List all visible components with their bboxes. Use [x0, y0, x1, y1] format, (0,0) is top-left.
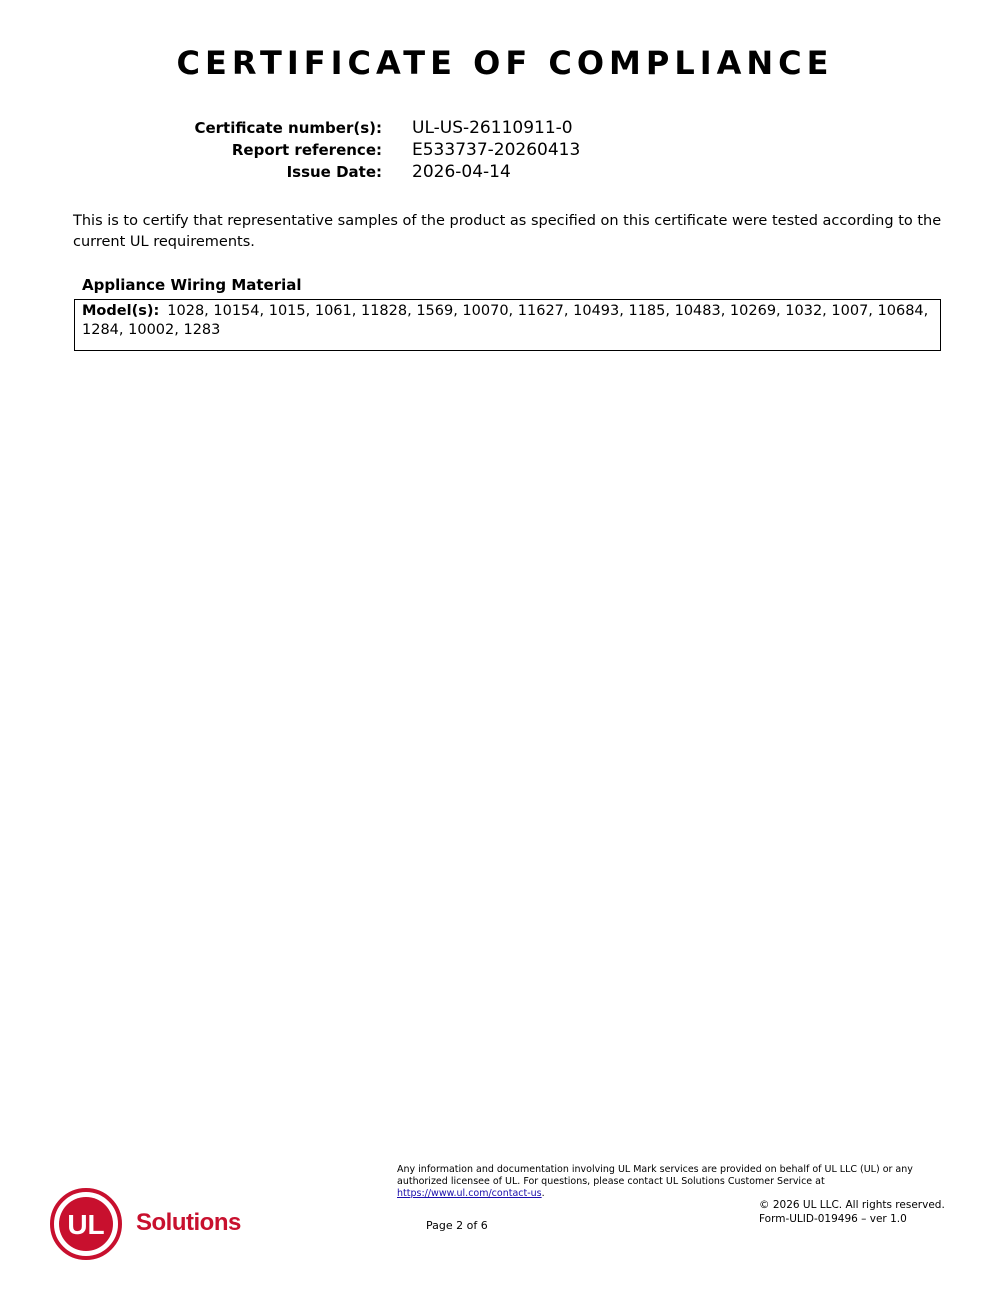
ul-logo-mark: UL [67, 1209, 105, 1240]
issue-date-value: 2026-04-14 [412, 162, 511, 182]
copyright-text: © 2026 UL LLC. All rights reserved. [759, 1199, 945, 1211]
certificate-number-row [0, 117, 1000, 139]
report-reference-row [0, 139, 1000, 161]
form-id: Form-ULID-019496 – ver 1.0 [759, 1213, 907, 1225]
copyright-block [759, 1198, 945, 1226]
certificate-number-label: Certificate number(s): [194, 119, 382, 137]
certification-statement: This is to certify that representative samples of the product as specified on this certificate were tested according to the current UL requirements. [73, 213, 942, 250]
ul-solutions-logo [48, 1187, 248, 1261]
issue-date-label: Issue Date: [286, 163, 382, 181]
report-reference-label: Report reference: [231, 141, 382, 159]
footer-disclaimer [397, 1164, 942, 1200]
contact-us-link[interactable]: https://www.ul.com/contact-us [397, 1188, 542, 1199]
models-box [74, 299, 941, 351]
certificate-title: CERTIFICATE OF COMPLIANCE [176, 44, 834, 82]
report-reference-value: E533737-20260413 [412, 140, 581, 160]
disclaimer-text: Any information and documentation involving UL Mark services are provided on behalf of UL LLC (UL) or any authorized licensee of UL. For questions, please contact UL Solutions Customer Service at [397, 1164, 913, 1187]
section-title: Appliance Wiring Material [82, 276, 302, 294]
models-list: 1028, 10154, 1015, 1061, 11828, 1569, 10070, 11627, 10493, 1185, 10483, 10269, 1032, 1007, 10684, 1284, 10002, 1283 [82, 303, 929, 338]
disclaimer-end: . [541, 1188, 545, 1199]
logo-wordmark: Solutions [136, 1209, 241, 1236]
certificate-meta [0, 117, 1000, 183]
models-label: Model(s): [82, 303, 160, 319]
certificate-number-value: UL-US-26110911-0 [412, 118, 573, 138]
page-number: Page 2 of 6 [426, 1219, 488, 1232]
issue-date-row [0, 161, 1000, 183]
ul-logo-icon [48, 1187, 128, 1261]
